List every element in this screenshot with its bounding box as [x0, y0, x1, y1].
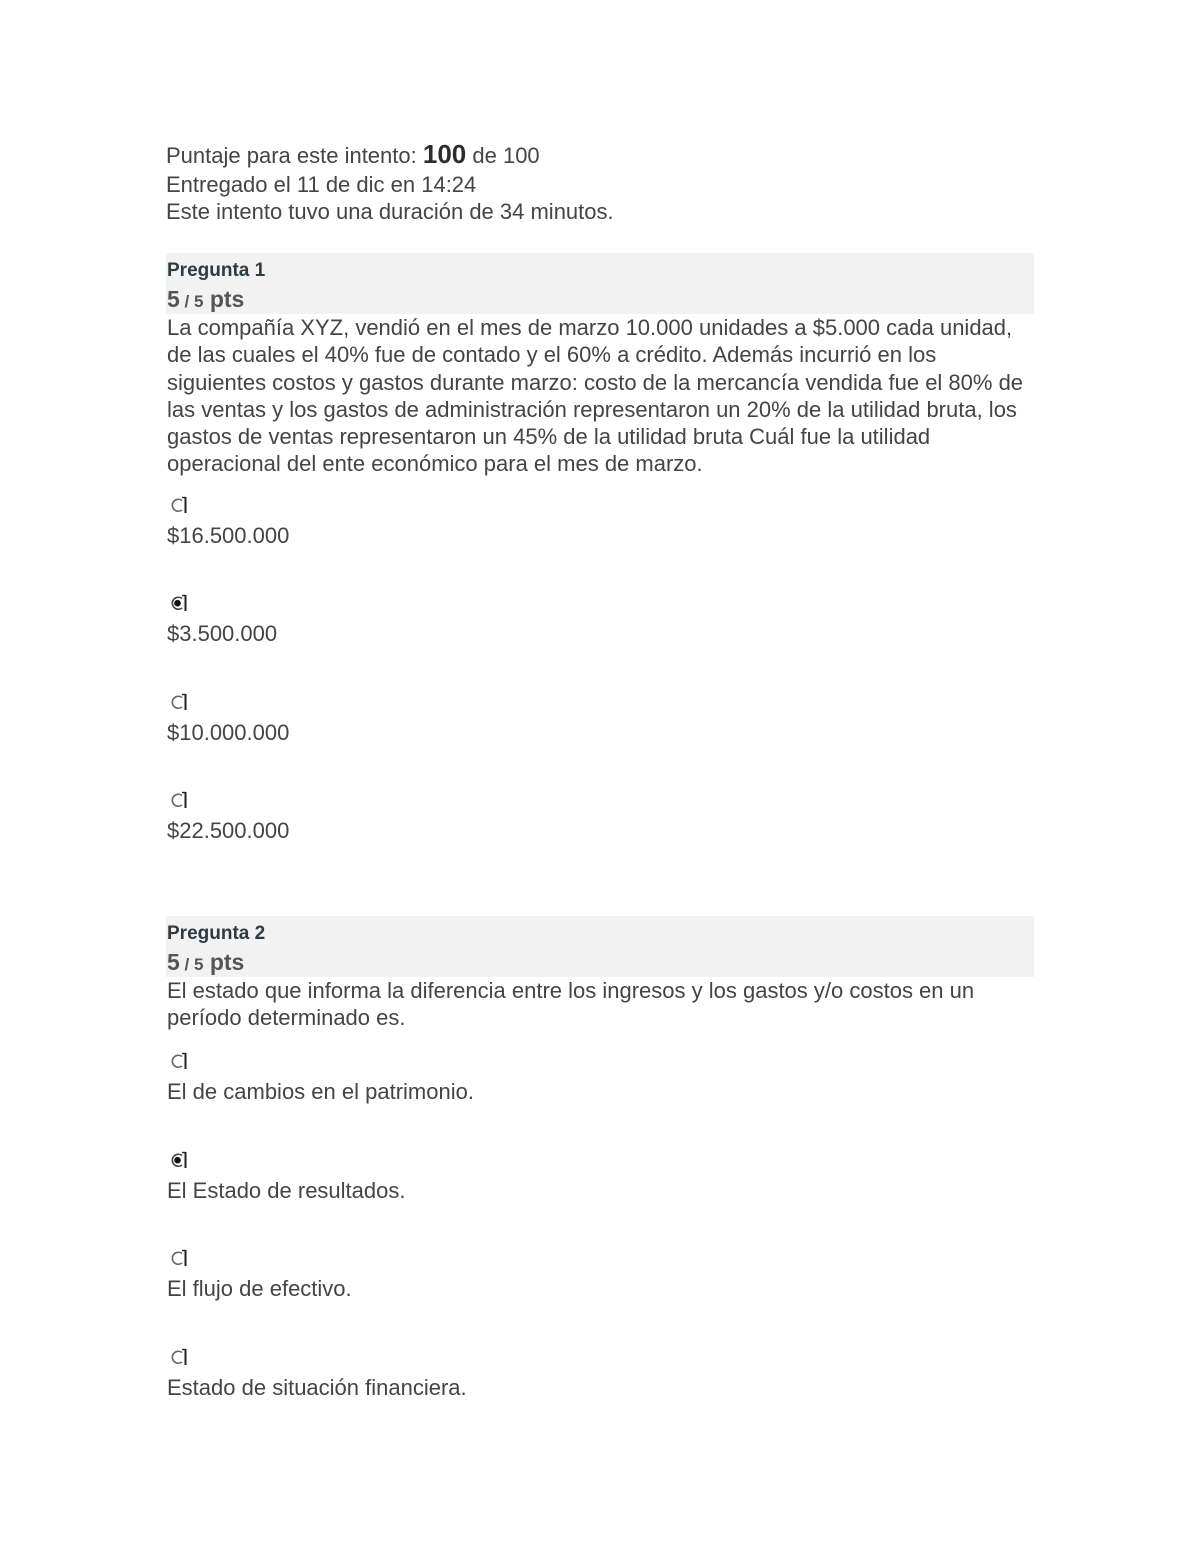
question-points [167, 286, 244, 313]
score-value: 100 [422, 139, 467, 169]
duration-line: Este intento tuvo una duración de 34 minutos. [166, 199, 614, 224]
answer-option[interactable] [166, 1051, 1034, 1131]
points-separator: / [179, 292, 194, 311]
answer-label: El de cambios en el patrimonio. [167, 1079, 474, 1104]
answer-label: Estado de situación financiera. [167, 1375, 467, 1400]
answer-option[interactable] [166, 692, 1034, 772]
question-2 [166, 916, 1034, 1032]
radio-selected-icon[interactable] [168, 593, 188, 613]
answer-label: El Estado de resultados. [167, 1178, 406, 1203]
answer-option[interactable] [166, 1248, 1034, 1328]
radio-unselected-icon[interactable] [168, 692, 188, 712]
answer-option-selected[interactable] [166, 593, 1034, 673]
points-separator: / [179, 955, 194, 974]
question-header [166, 916, 1034, 977]
question-header [166, 253, 1034, 314]
question-points [167, 949, 244, 976]
radio-selected-icon[interactable] [168, 1150, 188, 1170]
points-total: 5 [193, 955, 204, 974]
question-text: La compañía XYZ, vendió en el mes de marzo 10.000 unidades a $5.000 cada unidad, de las cuales el 40% fue de contado y el 60% a crédito. Además incurrió en los siguientes costos y gastos durante marzo: costo de la mercancía vendida fue el 80% de las ventas y los gastos de administración representaron un 20% de la utilidad bruta, los gastos de ventas representaron un 45% de la utilidad bruta Cuál fue la utilidad operacional del ente económico para el mes de marzo. [167, 315, 1024, 477]
answer-label: $16.500.000 [167, 523, 290, 548]
score-total: de 100 [472, 143, 540, 168]
radio-unselected-icon[interactable] [168, 1051, 188, 1071]
question-text: El estado que informa la diferencia entre los ingresos y los gastos y/o costos en un período determinado es. [167, 978, 975, 1031]
score-line [166, 140, 540, 170]
submitted-line: Entregado el 11 de dic en 14:24 [166, 172, 477, 197]
points-earned: 5 [167, 949, 180, 975]
score-label: Puntaje para este intento: [166, 143, 417, 168]
answer-option-selected[interactable] [166, 1150, 1034, 1230]
radio-unselected-icon[interactable] [168, 495, 188, 515]
question-title: Pregunta 1 [167, 260, 266, 281]
question-title: Pregunta 2 [167, 923, 266, 944]
points-total: 5 [193, 292, 204, 311]
answer-label: $10.000.000 [167, 720, 290, 745]
question-1 [166, 253, 1034, 478]
answer-label: $3.500.000 [167, 621, 278, 646]
answer-option[interactable] [166, 790, 1034, 870]
points-unit: pts [203, 949, 245, 975]
radio-unselected-icon[interactable] [168, 1248, 188, 1268]
points-earned: 5 [167, 286, 180, 312]
points-unit: pts [203, 286, 245, 312]
answer-label: $22.500.000 [167, 818, 290, 843]
radio-unselected-icon[interactable] [168, 1347, 188, 1367]
answer-option[interactable] [166, 1347, 1034, 1427]
answer-label: El flujo de efectivo. [167, 1276, 352, 1301]
radio-unselected-icon[interactable] [168, 790, 188, 810]
answer-option[interactable] [166, 495, 1034, 575]
